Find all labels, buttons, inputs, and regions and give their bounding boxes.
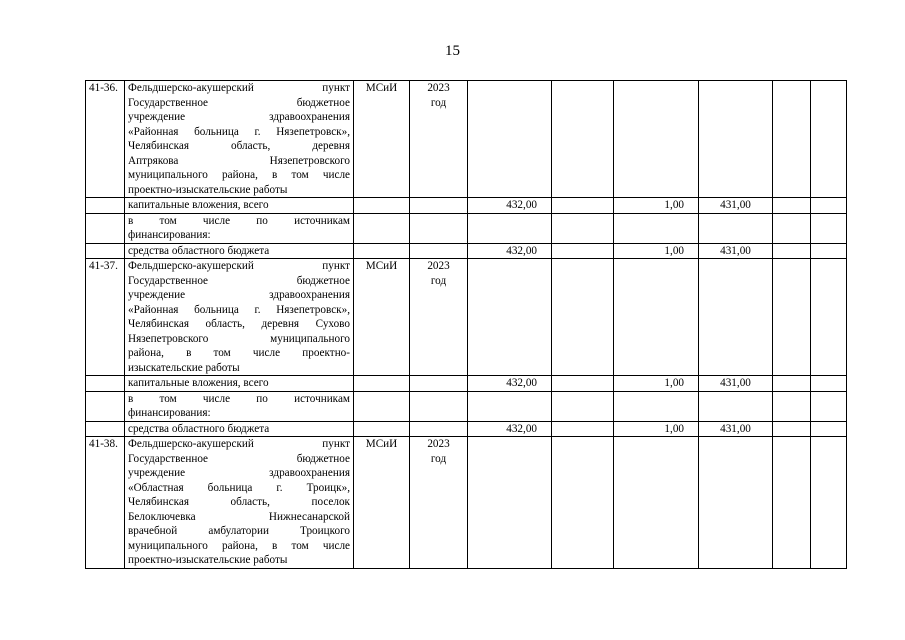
year2-value: 431,00 xyxy=(699,376,773,392)
empty-cell xyxy=(811,198,847,214)
empty-cell xyxy=(699,213,773,243)
item-name xyxy=(125,81,354,198)
total-value: 432,00 xyxy=(468,421,552,437)
executor: МСиИ xyxy=(354,437,410,569)
empty-cell xyxy=(773,198,811,214)
item-name-line: Нязепетровского муниципального xyxy=(128,332,350,345)
empty-cell xyxy=(699,81,773,198)
empty-cell xyxy=(86,243,125,259)
table-row xyxy=(86,376,847,392)
sub-label xyxy=(125,391,354,421)
item-number: 41-36. xyxy=(86,81,125,198)
year2-value: 431,00 xyxy=(699,421,773,437)
empty-cell xyxy=(773,391,811,421)
empty-cell xyxy=(552,437,614,569)
empty-cell xyxy=(354,391,410,421)
empty-cell xyxy=(811,376,847,392)
empty-cell xyxy=(811,259,847,376)
empty-cell xyxy=(86,213,125,243)
empty-cell xyxy=(614,259,699,376)
year-value: 2023 xyxy=(427,82,450,94)
empty-cell xyxy=(552,259,614,376)
table-row xyxy=(86,213,847,243)
empty-cell xyxy=(410,391,468,421)
item-name-line: изыскательские работы xyxy=(128,361,240,374)
empty-cell xyxy=(773,81,811,198)
year-unit: год xyxy=(430,452,447,465)
sub-label: капитальные вложения, всего xyxy=(125,376,354,392)
empty-cell xyxy=(86,376,125,392)
empty-cell xyxy=(811,437,847,569)
sub-label: средства областного бюджета xyxy=(125,243,354,259)
year2-value: 431,00 xyxy=(699,243,773,259)
total-value: 432,00 xyxy=(468,376,552,392)
empty-cell xyxy=(614,213,699,243)
empty-cell xyxy=(86,391,125,421)
item-name-line: Челябинская область, деревня Сухово xyxy=(128,318,350,330)
empty-cell xyxy=(552,243,614,259)
table-row xyxy=(86,81,847,198)
table-row xyxy=(86,421,847,437)
empty-cell xyxy=(410,243,468,259)
item-name-line: «Областная больница г. Троицк», xyxy=(128,481,350,494)
table-row xyxy=(86,198,847,214)
empty-cell xyxy=(354,243,410,259)
empty-cell xyxy=(773,213,811,243)
empty-cell xyxy=(468,259,552,376)
empty-cell xyxy=(552,391,614,421)
empty-cell xyxy=(773,259,811,376)
year1-value: 1,00 xyxy=(614,243,699,259)
sub-label: средства областного бюджета xyxy=(125,421,354,437)
empty-cell xyxy=(699,391,773,421)
total-value: 432,00 xyxy=(468,198,552,214)
item-name-line: врачебной амбулатории Троицкого xyxy=(128,525,350,537)
sub-label-line: финансирования: xyxy=(128,229,211,241)
item-name-line: учреждение здравоохранения xyxy=(128,111,350,123)
year-unit: год xyxy=(430,274,447,287)
empty-cell xyxy=(552,421,614,437)
item-name-line: учреждение здравоохранения xyxy=(128,467,350,479)
sub-label xyxy=(125,213,354,243)
item-name-line: Фельдшерско-акушерский пункт xyxy=(128,82,350,94)
empty-cell xyxy=(773,421,811,437)
empty-cell xyxy=(410,213,468,243)
empty-cell xyxy=(468,213,552,243)
item-name-line: учреждение здравоохранения xyxy=(128,289,350,301)
year xyxy=(410,259,468,376)
total-value: 432,00 xyxy=(468,243,552,259)
table-row xyxy=(86,391,847,421)
empty-cell xyxy=(468,391,552,421)
item-name-line: Государственное бюджетное xyxy=(128,96,350,109)
item-name-line: Фельдшерско-акушерский пункт xyxy=(128,438,350,450)
item-name-line: Белоключевка Нижнесанарской xyxy=(128,510,350,523)
empty-cell xyxy=(410,421,468,437)
year1-value: 1,00 xyxy=(614,198,699,214)
sub-label: капитальные вложения, всего xyxy=(125,198,354,214)
item-name-line: Фельдшерско-акушерский пункт xyxy=(128,260,350,272)
executor: МСиИ xyxy=(354,259,410,376)
empty-cell xyxy=(699,437,773,569)
table-row xyxy=(86,259,847,376)
item-name-line: Государственное бюджетное xyxy=(128,452,350,465)
item-name xyxy=(125,437,354,569)
empty-cell xyxy=(552,213,614,243)
item-name-line: проектно-изыскательские работы xyxy=(128,554,288,566)
item-name-line: Челябинская область, деревня xyxy=(128,140,350,152)
year1-value: 1,00 xyxy=(614,421,699,437)
item-name-line: «Районная больница г. Нязепетровск», xyxy=(128,125,350,138)
empty-cell xyxy=(811,81,847,198)
empty-cell xyxy=(410,376,468,392)
empty-cell xyxy=(354,213,410,243)
empty-cell xyxy=(552,376,614,392)
empty-cell xyxy=(354,421,410,437)
item-name-line: Челябинская область, поселок xyxy=(128,496,350,508)
empty-cell xyxy=(468,437,552,569)
empty-cell xyxy=(614,391,699,421)
executor: МСиИ xyxy=(354,81,410,198)
table-row xyxy=(86,243,847,259)
empty-cell xyxy=(811,243,847,259)
item-name-line: муниципального района, в том числе xyxy=(128,169,350,181)
sub-label-line: в том числе по источникам xyxy=(128,214,350,227)
empty-cell xyxy=(614,437,699,569)
page-number: 15 xyxy=(445,43,460,59)
item-name-line: муниципального района, в том числе xyxy=(128,539,350,552)
empty-cell xyxy=(811,421,847,437)
item-name-line: проектно-изыскательские работы xyxy=(128,183,288,196)
table-body xyxy=(86,81,847,569)
table-row xyxy=(86,437,847,569)
empty-cell xyxy=(468,81,552,198)
empty-cell xyxy=(811,213,847,243)
empty-cell xyxy=(410,198,468,214)
item-name-line: Аптрякова Нязепетровского xyxy=(128,154,350,167)
sub-label-line: финансирования: xyxy=(128,407,211,419)
empty-cell xyxy=(552,81,614,198)
item-number: 41-38. xyxy=(86,437,125,569)
empty-cell xyxy=(86,198,125,214)
year1-value: 1,00 xyxy=(614,376,699,392)
sub-label-line: в том числе по источникам xyxy=(128,392,350,405)
program-table xyxy=(85,80,847,569)
empty-cell xyxy=(552,198,614,214)
year2-value: 431,00 xyxy=(699,198,773,214)
empty-cell xyxy=(699,259,773,376)
year-unit: год xyxy=(430,96,447,109)
year-value: 2023 xyxy=(427,260,450,272)
year xyxy=(410,437,468,569)
year xyxy=(410,81,468,198)
item-name-line: района, в том числе проектно- xyxy=(128,347,350,359)
empty-cell xyxy=(773,243,811,259)
empty-cell xyxy=(773,376,811,392)
empty-cell xyxy=(773,437,811,569)
empty-cell xyxy=(86,421,125,437)
item-name xyxy=(125,259,354,376)
empty-cell xyxy=(354,376,410,392)
empty-cell xyxy=(354,198,410,214)
item-number: 41-37. xyxy=(86,259,125,376)
year-value: 2023 xyxy=(427,438,450,450)
empty-cell xyxy=(614,81,699,198)
item-name-line: «Районная больница г. Нязепетровск», xyxy=(128,303,350,316)
empty-cell xyxy=(811,391,847,421)
item-name-line: Государственное бюджетное xyxy=(128,274,350,287)
